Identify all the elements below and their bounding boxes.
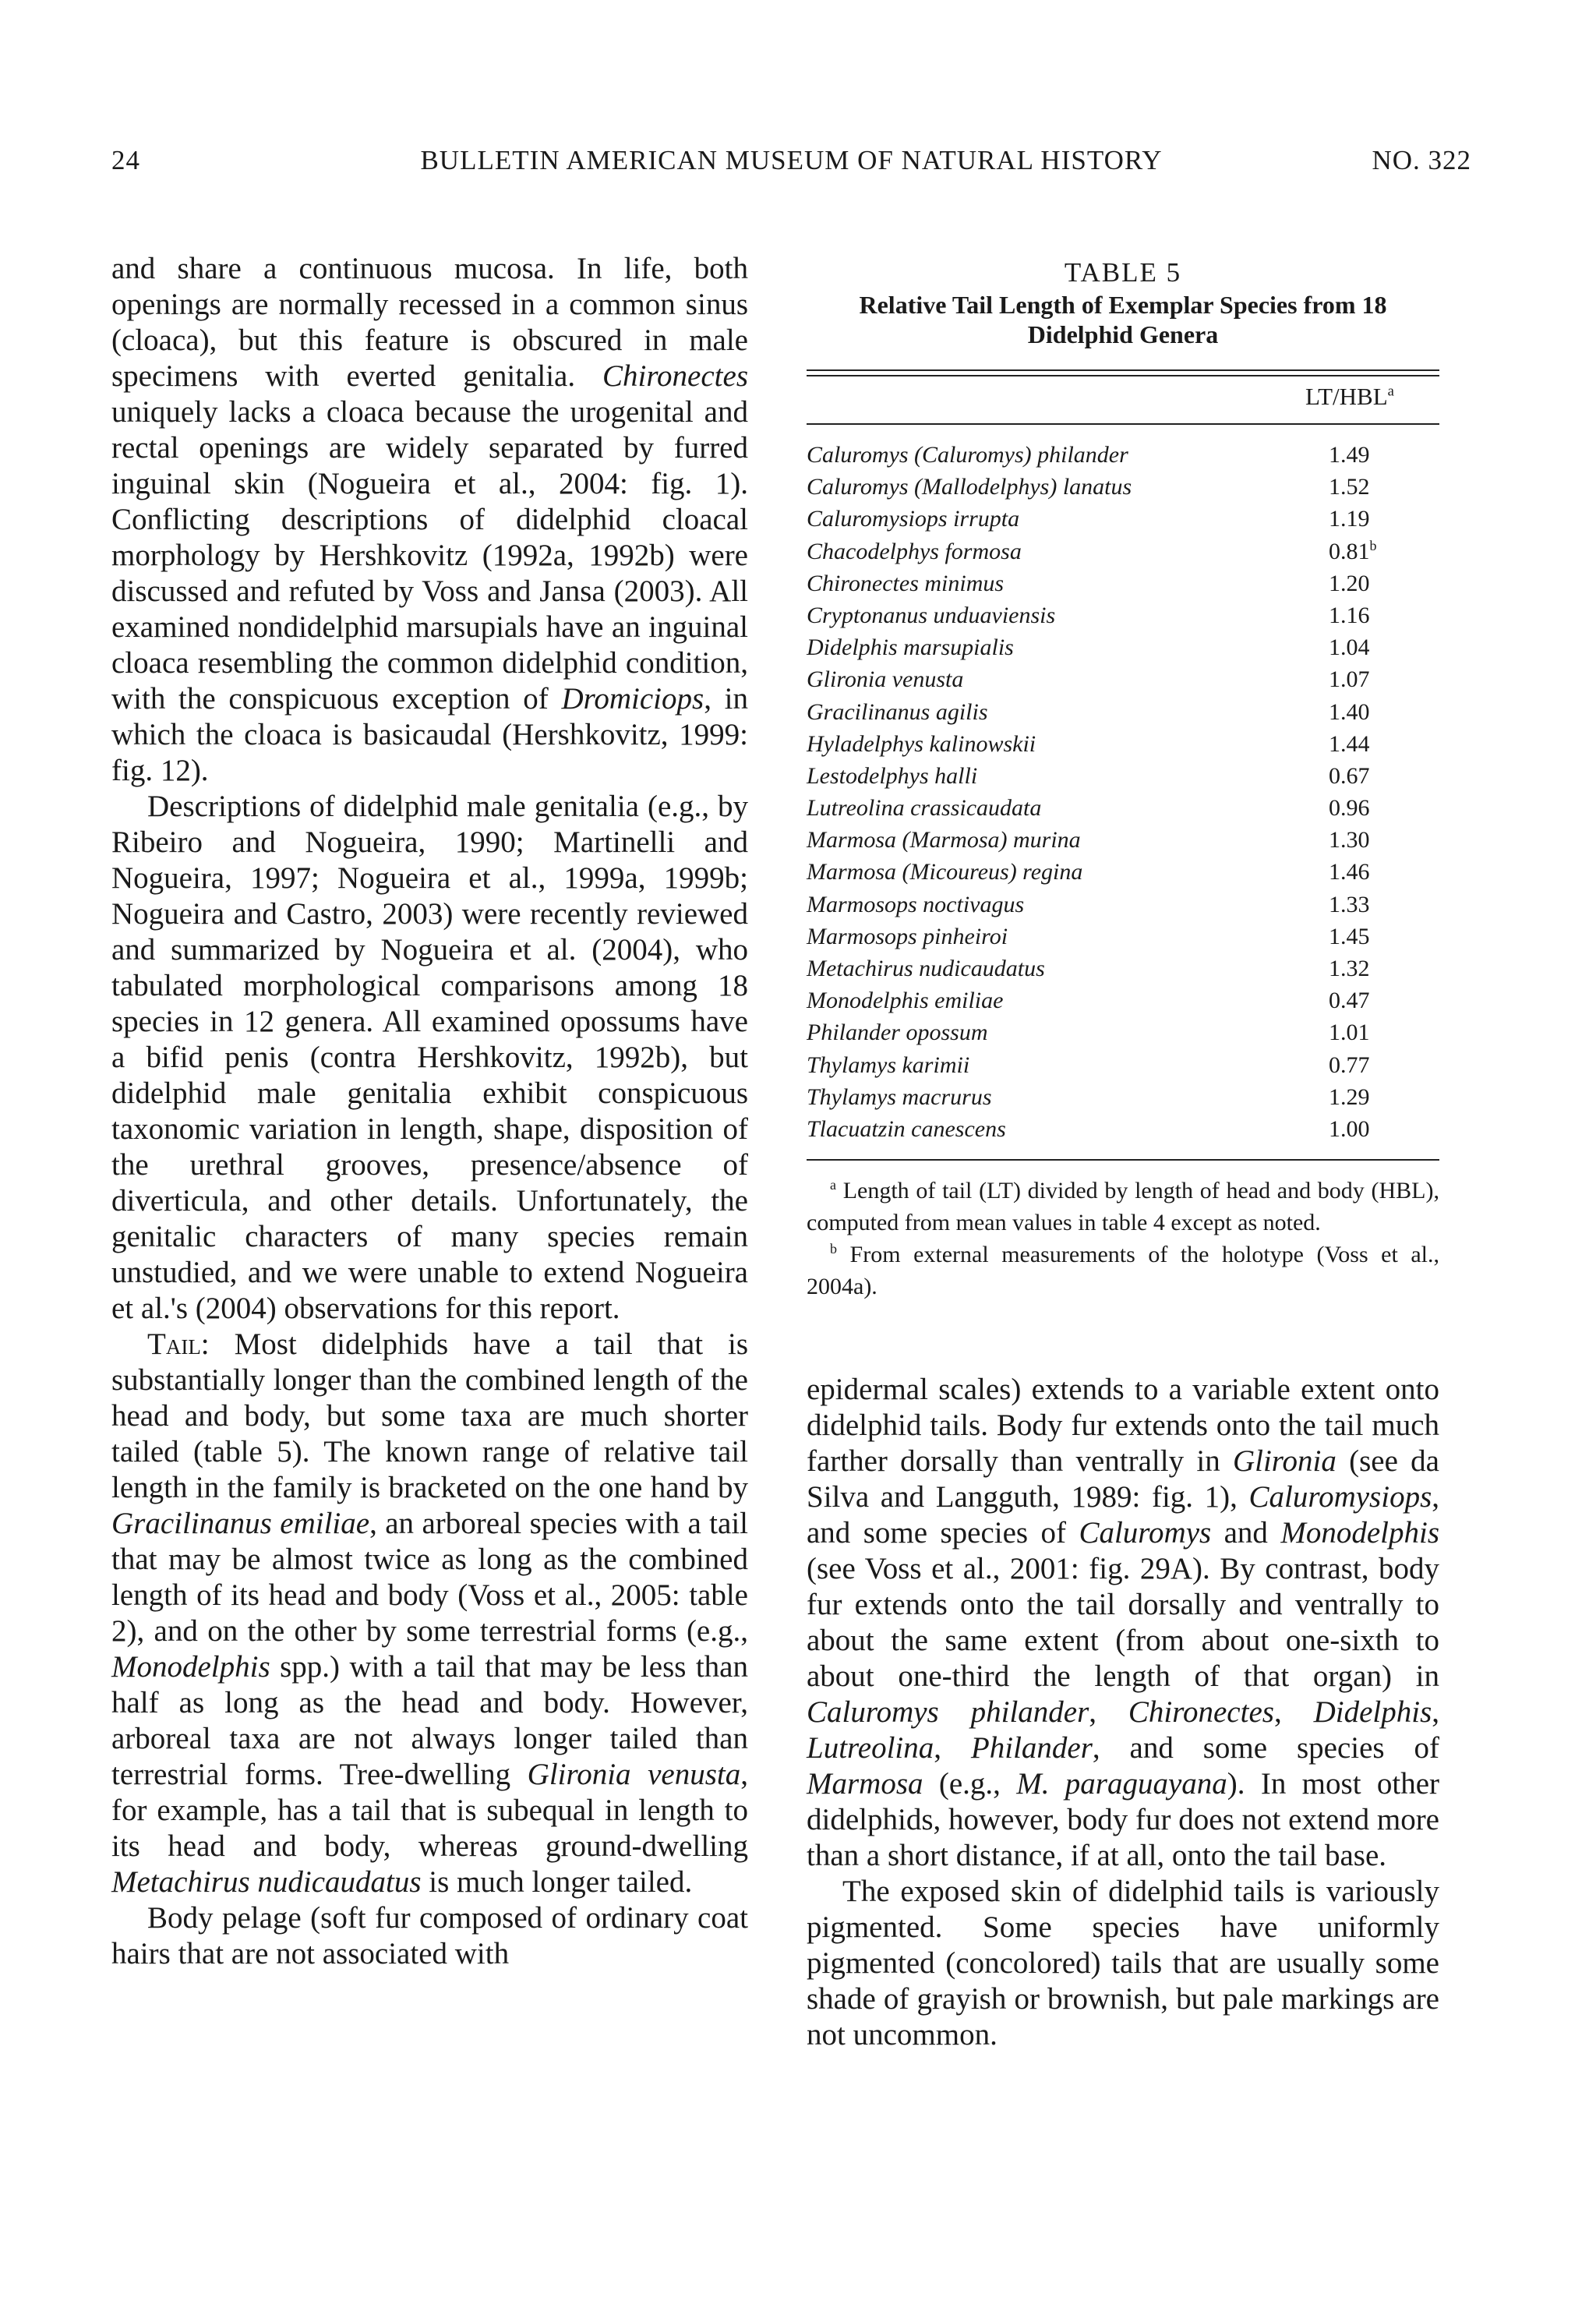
table-row bbox=[807, 474, 1439, 506]
table-row bbox=[807, 634, 1439, 666]
footnote-b: $^b$ From external measurements of the holotype (Voss et al., 2004a). bbox=[807, 1241, 1439, 1300]
table-header-rule bbox=[807, 423, 1439, 425]
table-row bbox=[807, 603, 1439, 634]
table-column-header bbox=[807, 376, 1439, 423]
table-row bbox=[807, 539, 1439, 571]
table-row bbox=[807, 506, 1439, 538]
tail-ratio-value: 1.16 bbox=[1329, 602, 1370, 628]
column-header-label: LT/HBL bbox=[1305, 383, 1388, 410]
table-row bbox=[807, 571, 1439, 603]
tail-ratio-value: 1.33 bbox=[1329, 891, 1370, 917]
species-name: Marmosops pinheiroi bbox=[807, 923, 1008, 949]
table-footnotes bbox=[807, 1175, 1439, 1302]
paragraph-fur-extent: epidermal scales) extends to a variable extent onto didelphid tails. Body fur extends onto the tail much farther dorsally than ventrally in Glironia (see da Silva and Langguth, 1989: fig. 1), Caluromysiops, and some species of Caluromys and Monodelphis (see Voss et al., 2001: fig. 29A). By contrast, body fur extends onto the tail dorsally and ventrally to about the same extent (from about one-sixth to about one-third the length of that organ) in Caluromys philander, Chironectes, Didelphis, Lutreolina, Philander, and some species of Marmosa (e.g., M. paraguayana). In most other didelphids, however, body fur does not extend more than a short distance, if at all, onto the tail base. bbox=[807, 1373, 1440, 1872]
table-row bbox=[807, 1020, 1439, 1051]
paragraph-tail-pigment: The exposed skin of didelphid tails is variously pigmented. Some species have uniformly pigmented (concolored) tails that are usually some shade of grayish or brownish, but pale markings are not uncommon. bbox=[807, 1875, 1439, 2052]
tail-ratio-value: 1.44 bbox=[1329, 730, 1370, 757]
table-row bbox=[807, 699, 1439, 731]
table-row bbox=[807, 1052, 1439, 1084]
table-row bbox=[807, 763, 1439, 795]
species-name: Gracilinanus agilis bbox=[807, 698, 988, 725]
tail-ratio-value: 0.47 bbox=[1329, 988, 1370, 1014]
table-row bbox=[807, 988, 1439, 1020]
tail-ratio-value: 0.81$^b$ bbox=[1329, 537, 1377, 564]
table-top-rule bbox=[807, 369, 1439, 376]
species-name: Glironia venusta bbox=[807, 666, 964, 693]
species-name: Chironectes minimus bbox=[807, 570, 1005, 596]
table-row bbox=[807, 859, 1439, 891]
tail-ratio-value: 1.19 bbox=[1329, 506, 1370, 532]
paragraph-cloaca: and share a continuous mucosa. In life, both openings are normally recessed in a common sinus (cloaca), but this feature is obscured in male specimens with everted genitalia. Chironectes uniquely lacks a cloaca because the urogenital and rectal openings are widely separated by furred inguinal skin (Nogueira et al., 2004: fig. 1). Conflicting descriptions of didelphid cloacal morphology by Hershkovitz (1992a, 1992b) were discussed and refuted by Voss and Jansa (2003). All examined nondidelphid marsupials have an inguinal cloaca resembling the common didelphid condition, with the conspicuous exception of Dromiciops, in which the cloaca is basicaudal (Hershkovitz, 1999: fig. 12). bbox=[111, 252, 748, 787]
table-row bbox=[807, 1084, 1439, 1116]
species-name: Didelphis marsupialis bbox=[807, 634, 1014, 661]
column-header-note: a bbox=[1387, 383, 1394, 400]
tail-ratio-value: 1.07 bbox=[1329, 666, 1370, 693]
species-name: Monodelphis emiliae bbox=[807, 988, 1004, 1014]
tail-ratio-value: 0.67 bbox=[1329, 762, 1370, 789]
table-row bbox=[807, 956, 1439, 988]
section-heading-tail: Tail: bbox=[147, 1327, 210, 1361]
species-name: Lutreolina crassicaudata bbox=[807, 795, 1042, 822]
left-column bbox=[111, 251, 748, 1972]
table-row bbox=[807, 795, 1439, 827]
tail-ratio-value: 0.77 bbox=[1329, 1051, 1370, 1078]
table-row bbox=[807, 892, 1439, 924]
species-name: Caluromys (Mallodelphys) lanatus bbox=[807, 474, 1132, 500]
species-name: Caluromys (Caluromys) philander bbox=[807, 442, 1128, 468]
table-row bbox=[807, 924, 1439, 956]
tail-ratio-value: 1.32 bbox=[1329, 956, 1370, 981]
tail-ratio-value: 1.01 bbox=[1329, 1020, 1370, 1046]
species-name: Lestodelphys halli bbox=[807, 762, 978, 789]
right-column bbox=[807, 1372, 1439, 2053]
species-name: Thylamys karimii bbox=[807, 1051, 970, 1078]
issue-number: NO. 322 bbox=[1372, 145, 1471, 175]
species-name: Marmosa (Marmosa) murina bbox=[807, 827, 1081, 854]
table-row bbox=[807, 1116, 1439, 1148]
species-name: Philander opossum bbox=[807, 1020, 988, 1046]
tail-ratio-value: 1.00 bbox=[1329, 1115, 1370, 1142]
species-name: Tlacuatzin canescens bbox=[807, 1115, 1006, 1142]
table-5 bbox=[807, 257, 1439, 1302]
running-header bbox=[111, 145, 1471, 184]
table-body bbox=[807, 442, 1439, 1148]
tail-ratio-value: 1.52 bbox=[1329, 474, 1370, 500]
tail-ratio-value: 1.04 bbox=[1329, 634, 1370, 661]
table-number: TABLE 5 bbox=[1064, 257, 1182, 288]
paragraph-body-pelage: Body pelage (soft fur composed of ordinary coat hairs that are not associated with bbox=[111, 1901, 748, 1970]
species-name: Marmosops noctivagus bbox=[807, 891, 1025, 917]
species-name: Chacodelphys formosa bbox=[807, 538, 1022, 564]
species-name: Marmosa (Micoureus) regina bbox=[807, 859, 1083, 885]
table-row bbox=[807, 731, 1439, 763]
paragraph-tail: Tail: Most didelphids have a tail that is substantially longer than the combined length of the head and body, but some taxa are much shorter tailed (table 5). The known range of relative tail length in the family is bracketed on the one hand by Gracilinanus emiliae, an arboreal species with a tail that may be almost twice as long as the combined length of its head and body (Voss et al., 2005: table 2), and on the other by some terrestrial forms (e.g., Monodelphis spp.) with a tail that may be less than half as long as the head and body. However, arboreal taxa are not always longer tailed than terrestrial forms. Tree-dwelling Glironia venusta, for example, has a tail that is subequal in length to its head and body, whereas ground-dwelling Metachirus nudicaudatus is much longer tailed. bbox=[111, 1327, 748, 1899]
table-bottom-rule bbox=[807, 1159, 1439, 1161]
tail-ratio-value: 1.30 bbox=[1329, 827, 1370, 854]
tail-ratio-value: 1.40 bbox=[1329, 698, 1370, 725]
species-name: Hyladelphys kalinowskii bbox=[807, 730, 1036, 757]
species-name: Caluromysiops irrupta bbox=[807, 506, 1020, 532]
tail-ratio-value: 0.96 bbox=[1329, 795, 1370, 822]
table-title: Relative Tail Length of Exemplar Species from 18 Didelphid Genera bbox=[859, 291, 1387, 348]
paragraph-male-genitalia: Descriptions of didelphid male genitalia (e.g., by Ribeiro and Nogueira, 1990; Martinelli and Nogueira, 1997; Nogueira et al., 1999a, 1999b; Nogueira and Castro, 2003) were recently reviewed and summarized by Nogueira et al. (2004), who tabulated morphological comparisons among 18 species in 12 genera. All examined opossums have a bifid penis (contra Hershkovitz, 1992b), but didelphid male genitalia exhibit conspicuous taxonomic variation in length, shape, disposition of the urethral grooves, presence/absence of diverticula, and other details. Unfortunately, the genitalic characters of many species remain unstudied, and we were unable to extend Nogueira et al.'s (2004) observations for this report. bbox=[111, 790, 748, 1325]
row-footnote-mark: b bbox=[1369, 537, 1377, 553]
footnote-a: $^a$ Length of tail (LT) divided by length of head and body (HBL), computed from mean values in table 4 except as noted. bbox=[807, 1177, 1439, 1236]
tail-ratio-value: 1.46 bbox=[1329, 859, 1370, 885]
table-row bbox=[807, 666, 1439, 698]
species-name: Metachirus nudicaudatus bbox=[807, 956, 1045, 981]
tail-ratio-value: 1.45 bbox=[1329, 923, 1370, 949]
tail-ratio-value: 1.29 bbox=[1329, 1083, 1370, 1110]
species-name: Thylamys macrurus bbox=[807, 1083, 992, 1110]
table-row bbox=[807, 442, 1439, 474]
page-number: 24 bbox=[111, 145, 140, 175]
tail-ratio-value: 1.49 bbox=[1329, 442, 1370, 468]
species-name: Cryptonanus unduaviensis bbox=[807, 602, 1056, 628]
tail-ratio-value: 1.20 bbox=[1329, 570, 1370, 596]
journal-title: BULLETIN AMERICAN MUSEUM OF NATURAL HISTORY bbox=[420, 145, 1163, 175]
table-row bbox=[807, 827, 1439, 859]
